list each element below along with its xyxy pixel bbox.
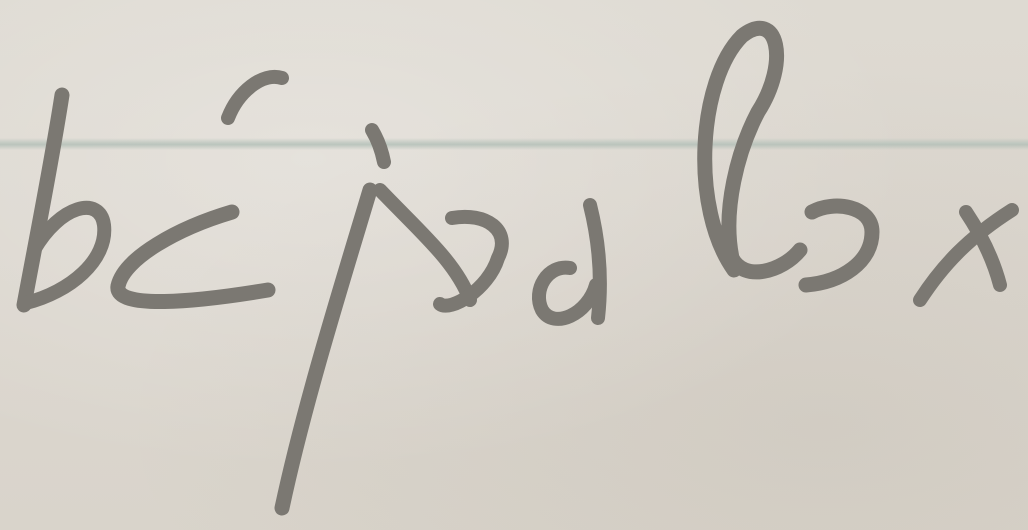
stroke-glyph-3-tail: [282, 190, 370, 508]
stroke-glyph-5-bowl: [539, 268, 596, 319]
stroke-glyph-1: [24, 95, 62, 305]
stroke-glyph-6: [705, 28, 800, 272]
stroke-glyph-3-dot: [372, 130, 384, 162]
stroke-glyph-7: [806, 206, 872, 285]
stroke-glyph-2-accent: [228, 77, 282, 118]
stroke-glyph-4-a: [380, 190, 470, 300]
stroke-glyph-2-loop: [118, 212, 268, 302]
